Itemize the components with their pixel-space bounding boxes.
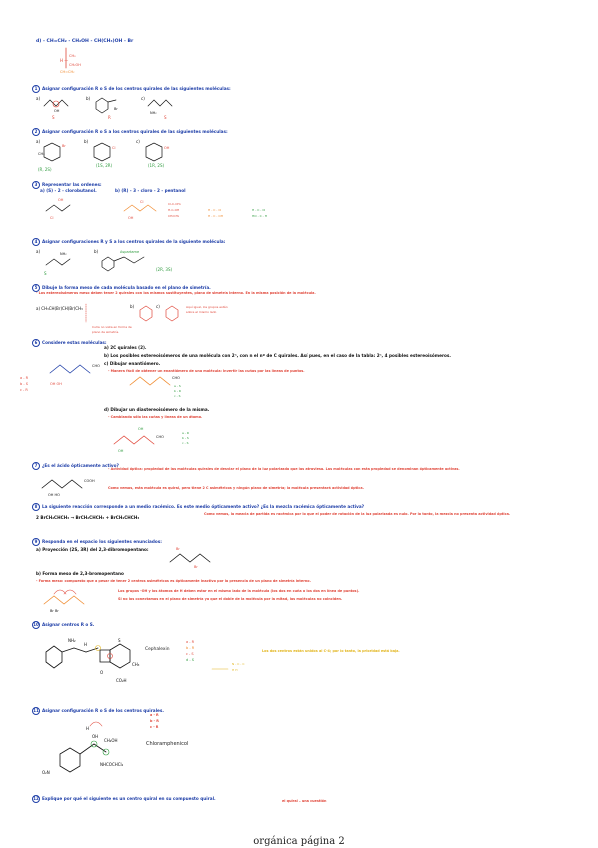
page-footer: orgánica página 2 <box>253 836 345 847</box>
svg-text:R: R <box>108 115 111 120</box>
svg-text:S: S <box>118 638 121 643</box>
q6-d-note: - Cambiando sólo las cuñas y líneas de un átomo. <box>108 415 203 419</box>
svg-text:S: S <box>164 115 167 120</box>
svg-text:(2R, 3S): (2R, 3S) <box>156 267 173 272</box>
top-formula: d) - CH=CH₂ - CH₂OH - CH(CH₃)OH - Br <box>36 39 134 44</box>
svg-text:NH₂: NH₂ <box>60 252 67 256</box>
svg-text:Aspartame: Aspartame <box>120 250 140 254</box>
svg-text:b): b) <box>84 139 89 144</box>
svg-text:(R, 2S): (R, 2S) <box>38 167 52 172</box>
svg-text:CHO: CHO <box>92 364 100 368</box>
svg-text:a) CH₃CH(Br)CH(Br)CH₃: a) CH₃CH(Br)CH(Br)CH₃ <box>36 306 83 311</box>
q7-structure <box>36 470 106 498</box>
svg-text:Br Br: Br Br <box>50 609 59 613</box>
svg-text:Br: Br <box>194 565 198 569</box>
question-12: 12 Explique por qué el siguiente es un centro quiral en su compuesto quiral. <box>33 796 216 801</box>
svg-text:COOH: COOH <box>84 479 95 483</box>
q11-answer-b: b - R <box>150 719 159 723</box>
nitro-group: O₂N <box>42 770 50 775</box>
svg-text:OH OH: OH OH <box>50 382 62 386</box>
question-1: 1 Asignar configuración R o S de los centros quirales de las siguientes moléculas: <box>32 85 231 93</box>
chloramphenicol-structure <box>40 714 190 784</box>
svg-text:d - S: d - S <box>186 658 194 662</box>
svg-text:a - R: a - R <box>20 376 29 380</box>
q7-note-2: Como vemos, esta molécula es quiral, pero tiene 2 C asimétricos y ningún plano de simetría; la molécula presentará actividad óptica. <box>108 486 364 490</box>
svg-text:a): a) <box>36 96 41 101</box>
svg-text:a - R: a - R <box>182 431 189 435</box>
q5-structures <box>36 300 236 340</box>
q9-a-structure <box>166 540 226 570</box>
q11-answer-c: c - R <box>150 725 159 729</box>
q8-note: Como vemos, la mezcla de partida es racémica por lo que el poder de rotación de la luz polarizada es nulo. Por lo tanto, la mezcla no presenta actividad óptica. <box>204 512 511 516</box>
svg-text:OH: OH <box>118 449 124 453</box>
svg-text:S: S <box>44 271 47 276</box>
q6-c: c) Dibujar enantiómero. <box>104 361 161 366</box>
svg-text:b): b) <box>86 96 91 101</box>
svg-text:Br: Br <box>176 547 180 551</box>
svg-text:b): b) <box>94 249 99 254</box>
svg-text:OH: OH <box>58 198 64 202</box>
q3-a: a) (S) - 2 - clorobutanol. <box>40 188 97 193</box>
svg-text:a): a) <box>36 139 41 144</box>
svg-text:(1R, 2S): (1R, 2S) <box>148 163 165 168</box>
q6-d-structure <box>108 420 218 460</box>
svg-text:NH₂: NH₂ <box>150 111 157 115</box>
svg-text:c - S: c - S <box>182 441 189 445</box>
svg-text:OH: OH <box>138 427 144 431</box>
q12-scribble: el quiral – una cuestión <box>282 799 327 803</box>
svg-text:a): a) <box>36 249 41 254</box>
q6-structures <box>20 345 190 405</box>
question-2: 2 Asignar configuración R o S a los centros quirales de las siguientes moléculas: <box>32 128 228 136</box>
question-10: 10 Asignar centros R o S. <box>33 622 95 627</box>
svg-text:CHO: CHO <box>172 376 180 380</box>
q6-b: b) Los posibles estereoisómeros de una molécula con 2ⁿ, con n el nº de C quirales. Así pues, en el caso de la tabla: 2ⁿ, 4 posibles estereoisómeros. <box>104 353 451 358</box>
svg-text:Cl: Cl <box>50 216 54 220</box>
q9-a: a) Proyección (2S, 3R) del 2,3-dibromopentano: <box>36 547 149 552</box>
q6-a: a) 2C quirales (2). <box>104 345 147 350</box>
svg-text:c): c) <box>156 304 160 309</box>
q7-note: - Actividad óptica: propiedad de las moléculas quirales de desviar el plano de la luz polarizada que las atraviesa. Las moléculas con esta propiedad se denominan ópticamente activas. <box>108 467 460 471</box>
q3-b: b) (R) - 3 - cloro - 2 - pentanol <box>115 188 186 193</box>
q1-structures <box>36 92 186 120</box>
svg-text:plano de simetría.: plano de simetría. <box>92 330 120 334</box>
q9-b-structure <box>40 584 110 614</box>
svg-text:CHO: CHO <box>156 435 164 439</box>
svg-text:c): c) <box>136 139 140 144</box>
question-5: 5 Dibuje la forma meso de cada molécula basado en el plano de simetría. <box>32 284 211 292</box>
q5-note: - Los estereoisómeros meso deben tener 2 quirales con los mismos sustituyentes, plano de simetría interno. En la misma posición de la molécula. <box>36 291 316 295</box>
svg-text:CO₂H: CO₂H <box>116 678 127 683</box>
chloramphenicol-label: Chloramphenicol <box>146 741 189 747</box>
nhcochcl2-group: NHCOCHCl₂ <box>100 762 124 767</box>
ch2oh-group: CH₂OH <box>104 738 118 743</box>
svg-text:N - C - C: N - C - C <box>232 662 245 666</box>
svg-text:b - R: b - R <box>174 389 181 393</box>
svg-text:H - C - Cl: H - C - Cl <box>252 208 266 212</box>
svg-text:OH: OH <box>128 216 134 220</box>
q3-structures <box>40 195 290 235</box>
svg-text:NH₂: NH₂ <box>68 638 76 643</box>
svg-text:b - S: b - S <box>20 382 28 386</box>
svg-text:H —: H — <box>60 58 69 63</box>
cephalexin-structure <box>40 630 170 690</box>
svg-text:CH₂OH: CH₂OH <box>69 63 81 67</box>
svg-text:Cuña no vista en forma de: Cuña no vista en forma de <box>92 325 132 329</box>
question-8: 8 La siguiente reacción corresponde a un medio racémico. Es este medio ópticamente activo? ¿Es la mezcla racémica ópticamente activa? <box>32 503 364 511</box>
svg-text:CH₃: CH₃ <box>69 54 76 58</box>
svg-text:H H: H H <box>232 668 238 672</box>
svg-text:(1S, 2R): (1S, 2R) <box>96 163 113 168</box>
svg-text:c - S: c - S <box>186 652 194 656</box>
q2-structures <box>36 135 186 175</box>
svg-text:H - C - Cl: H - C - Cl <box>208 208 222 212</box>
svg-text:Aquí igual, los grupos están: Aquí igual, los grupos están <box>186 305 228 309</box>
svg-text:a - R: a - R <box>186 640 195 644</box>
question-11: 11 Asignar configuración R o S de los centros quirales. <box>33 708 164 713</box>
svg-text:Cl: Cl <box>112 146 116 150</box>
svg-text:b): b) <box>130 304 135 309</box>
q9-note: - Forma meso: compuesto que a pesar de tener 2 centros asimétricos es ópticamente inactivo por la presencia de un plano de simetría interno. <box>36 579 311 583</box>
q9-b: b) Forma meso de 2,3-bromopentano <box>36 571 124 576</box>
svg-text:sobre el mismo lado: sobre el mismo lado <box>186 310 217 314</box>
svg-text:CH₂CH₃: CH₂CH₃ <box>168 214 180 218</box>
q10-note: Los dos centros están unidos al C-4; por lo tanto, la prioridad está baja. <box>262 649 400 653</box>
question-9: 9 Responda en el espacio los siguientes enunciados: <box>32 538 162 546</box>
svg-text:O: O <box>100 670 104 675</box>
q8-formula: 2 BrCH₂CHCH₃ → BrCH₂CHCH₃ + BrCH₂CHCH₃ <box>36 515 140 520</box>
svg-text:c - R: c - R <box>20 388 28 392</box>
question-3: 3 Representar las ordenes: <box>32 181 102 189</box>
svg-text:CH₃: CH₃ <box>38 152 45 156</box>
svg-text:OH: OH <box>54 109 60 113</box>
top-structure <box>52 46 112 76</box>
q6-d: d) Dibujar un diastereoisómero de la misma. <box>104 407 210 412</box>
svg-text:a - S: a - S <box>174 384 181 388</box>
svg-text:OH: OH <box>164 146 170 150</box>
svg-text:CH₃: CH₃ <box>132 662 140 667</box>
svg-text:b - R: b - R <box>186 646 195 650</box>
cephalexin-label: Cephalexin <box>145 647 170 652</box>
q9-note-2: Los grupos -OH y los átomos de H deben estar en el mismo lado de la molécula (los dos en cuña o los dos en línea de puntos). <box>118 589 360 593</box>
svg-text:Br: Br <box>114 107 118 111</box>
question-7: 7 ¿Es el ácido ópticamente activo? <box>32 462 119 470</box>
q10-answers <box>186 635 306 675</box>
question-6: 6 Considere estas moléculas: <box>32 339 107 347</box>
svg-text:H-C-OH: H-C-OH <box>168 208 180 212</box>
svg-text:Cl: Cl <box>140 200 144 204</box>
svg-text:H - C - OH: H - C - OH <box>208 214 223 218</box>
q4-structures <box>36 245 196 280</box>
svg-text:c - S: c - S <box>174 394 181 398</box>
svg-text:Br: Br <box>62 144 66 148</box>
svg-text:CH=CH₂: CH=CH₂ <box>60 70 75 74</box>
svg-text:S: S <box>52 115 55 120</box>
svg-text:b - S: b - S <box>182 436 189 440</box>
q9-note-3: Si no los conectamos en el plano de simetría ya que el doble de la molécula por la mitad, las moléculas no coinciden. <box>118 597 343 601</box>
q6-c-note: - Manera fácil de obtener un enantiómero de una molécula: invertir las cuñas por las líneas de puntos. <box>108 369 305 373</box>
svg-text:Cl-C-CH₃: Cl-C-CH₃ <box>168 202 181 206</box>
svg-text:c): c) <box>141 96 145 101</box>
svg-text:H: H <box>84 642 88 647</box>
oh-group: OH <box>92 734 99 739</box>
h-atom: H <box>86 726 90 731</box>
svg-text:HO - C - H: HO - C - H <box>252 214 267 218</box>
q11-answer-a: a - R <box>150 713 159 717</box>
svg-text:OH HO: OH HO <box>48 493 60 497</box>
question-4: 4 Asignar configuraciones R y S a los centros quirales de la siguiente molécula: <box>32 238 225 246</box>
